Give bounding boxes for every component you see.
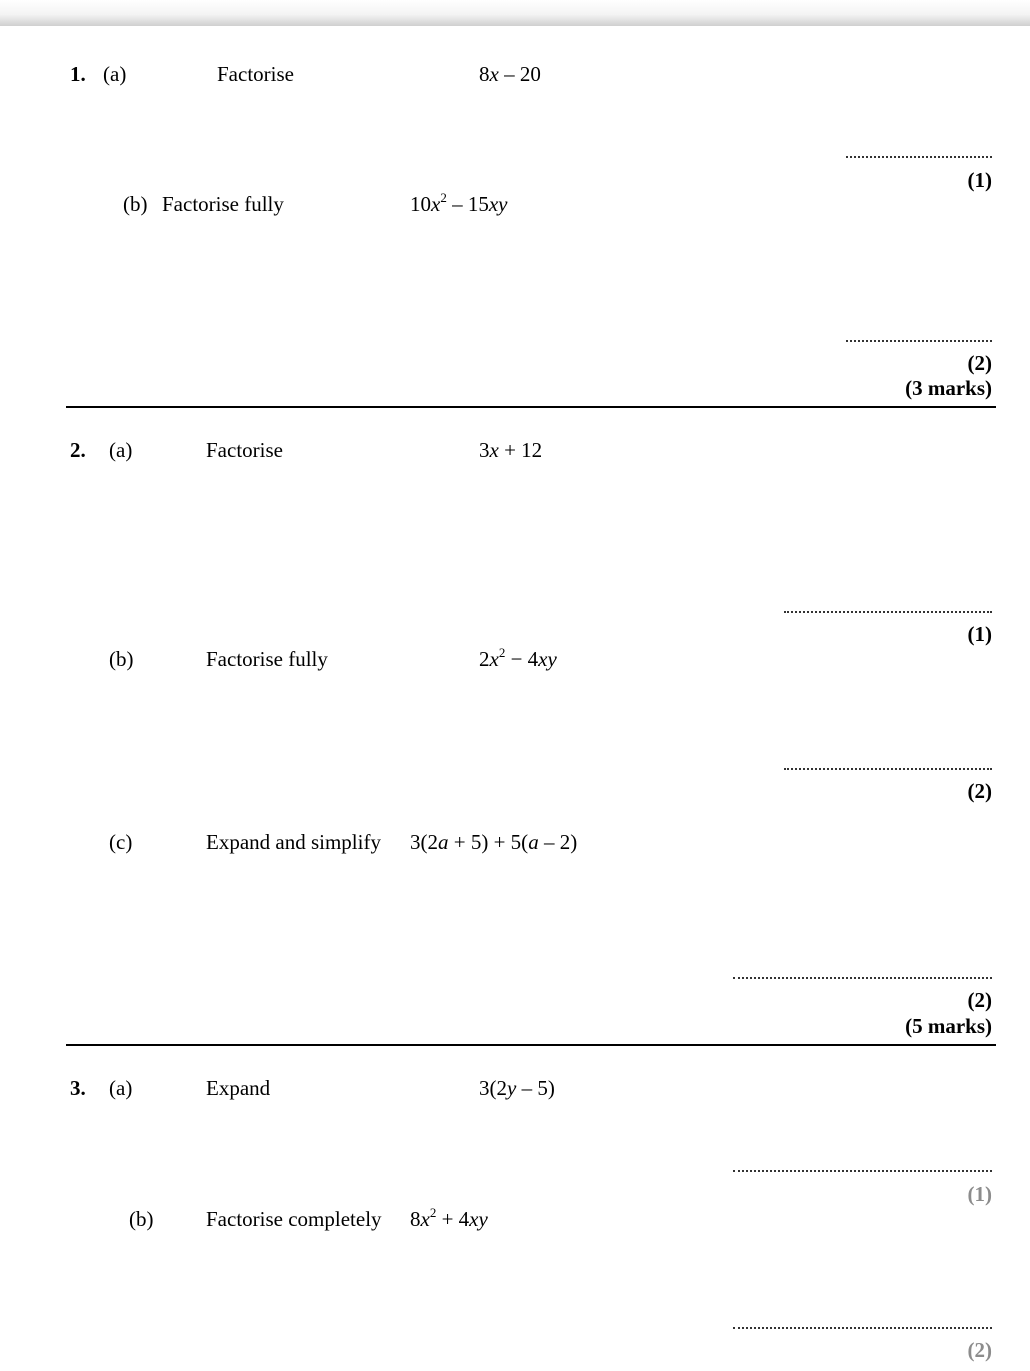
q2c-label: (c)	[109, 830, 133, 854]
q2b-expression: $2x^2 - 4xy$	[479, 645, 557, 671]
q2b-marks: (2)	[967, 779, 992, 803]
q1a-expression: 8x – 20	[479, 62, 541, 86]
q1a-instruction: Factorise	[217, 62, 294, 86]
q3a-instruction: Expand	[206, 1076, 271, 1100]
q3b-label: (b)	[129, 1207, 154, 1231]
q2a-answer-line[interactable]	[784, 611, 992, 613]
q3b-marks: (2)	[967, 1338, 992, 1362]
question-1-number: 1.	[70, 62, 86, 86]
q1b-answer-line[interactable]	[846, 340, 992, 342]
q3b-answer-line[interactable]	[733, 1327, 992, 1329]
q1b-marks: (2)	[967, 351, 992, 375]
q1a-marks: (1)	[967, 168, 992, 192]
q1b-expression: $10x^2 - 15xy$	[410, 190, 508, 216]
question-2-number: 2.	[70, 438, 86, 462]
q1b-instruction: Factorise fully	[162, 192, 284, 216]
q2a-instruction: Factorise	[206, 438, 283, 462]
q3a-expression: 3(2y – 5)	[479, 1076, 555, 1100]
question-divider-2	[66, 1044, 996, 1046]
q3a-label: (a)	[109, 1076, 133, 1100]
q3b-expression: $8x^2 + 4xy$	[410, 1205, 488, 1231]
q1a-label: (a)	[103, 62, 127, 86]
q2b-instruction: Factorise fully	[206, 647, 328, 671]
q1b-label: (b)	[123, 192, 148, 216]
q2c-marks: (2)	[967, 988, 992, 1012]
q3a-marks: (1)	[967, 1182, 992, 1206]
question-3-number: 3.	[70, 1076, 86, 1100]
q3b-instruction: Factorise completely	[206, 1207, 382, 1231]
q1a-answer-line[interactable]	[846, 156, 992, 158]
q2c-instruction: Expand and simplify	[206, 830, 381, 854]
viewer-top-bar	[0, 0, 1030, 26]
q3a-answer-line[interactable]	[733, 1170, 992, 1172]
q2b-label: (b)	[109, 647, 134, 671]
q2c-answer-line[interactable]	[733, 977, 992, 979]
q2c-expression: 3(2a + 5) + 5(a – 2)	[410, 830, 578, 854]
q2-total-marks: (5 marks)	[905, 1014, 992, 1038]
q2a-label: (a)	[109, 438, 133, 462]
q2a-expression: 3x + 12	[479, 438, 543, 462]
q2a-marks: (1)	[967, 622, 992, 646]
q2b-answer-line[interactable]	[784, 768, 992, 770]
question-divider-1	[66, 406, 996, 408]
q1-total-marks: (3 marks)	[905, 376, 992, 400]
